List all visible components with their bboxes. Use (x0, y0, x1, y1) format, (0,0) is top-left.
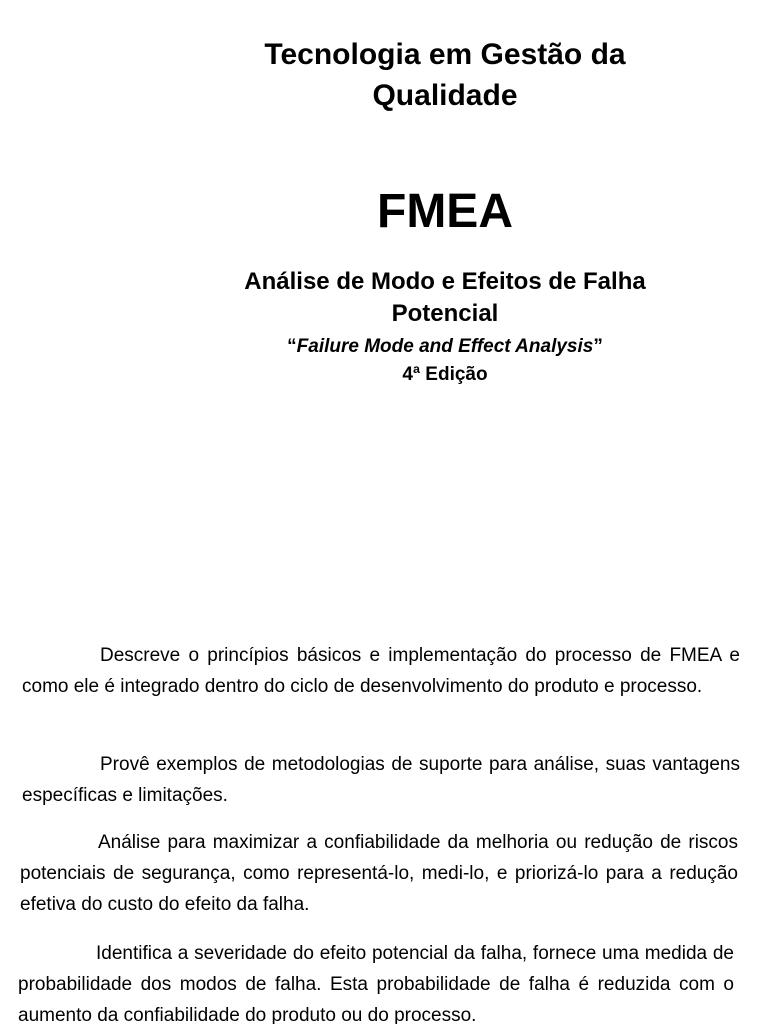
paragraph-3 (20, 827, 738, 920)
paragraph-text: Provê exemplos de metodologias de suporte para análise, suas vantagens específicas e limitações. (22, 754, 740, 806)
paragraph-1 (22, 640, 740, 702)
document-title: Tecnologia em Gestão da Qualidade (264, 38, 626, 112)
paragraph-4 (18, 938, 734, 1024)
english-title-line (200, 335, 690, 359)
paragraph-text: Descreve o princípios básicos e implementação do processo de FMEA e como ele é integrado dentro do ciclo de desenvolvimento do produto e processo. (22, 645, 740, 697)
open-quote: “ (287, 336, 297, 357)
paragraph-text: Identifica a severidade do efeito potencial da falha, fornece uma medida de probabilidade dos modos de falha. Esta probabilidade de falha é reduzida com o aumento da confiabilidade do produto ou do processo. (18, 943, 734, 1024)
paragraph-text: Análise para maximizar a confiabilidade da melhoria ou redução de riscos potenciais de segurança, como representá-lo, medi-lo, e priorizá-lo para a redução efetiva do custo do efeito da falha. (20, 832, 738, 915)
edition-label: 4ª Edição (402, 364, 488, 385)
fmea-heading: FMEA (377, 185, 513, 238)
document-subtitle: Análise de Modo e Efeitos de Falha Potencial (244, 268, 646, 327)
close-quote: ” (593, 336, 603, 357)
english-title: Failure Mode and Effect Analysis (296, 336, 594, 357)
paragraph-2 (22, 749, 740, 811)
